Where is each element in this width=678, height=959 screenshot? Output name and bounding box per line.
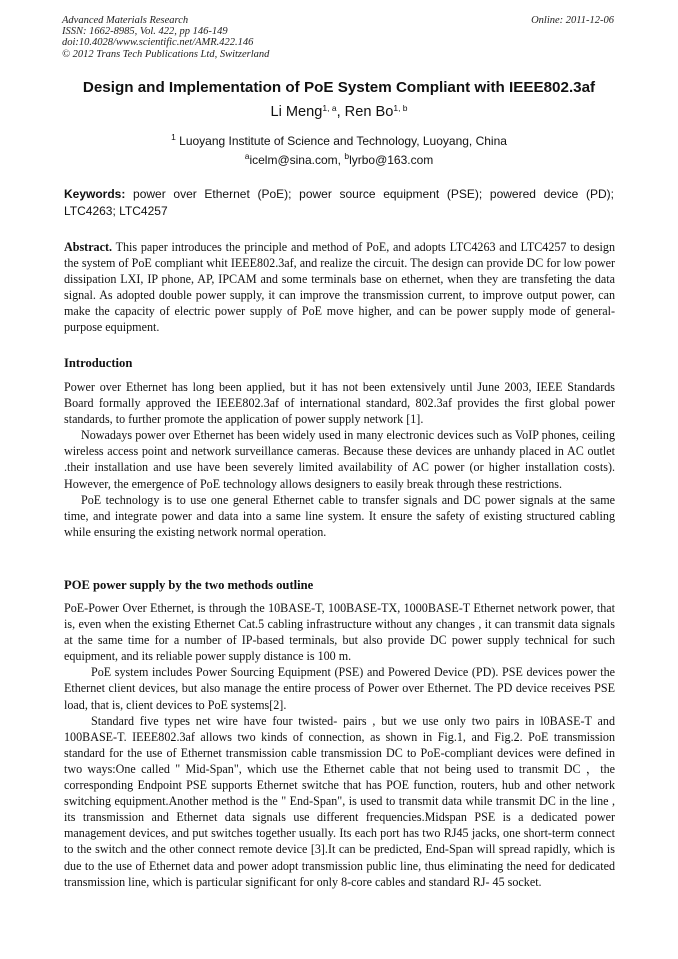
online-date: Online: 2011-12-06 [531, 15, 614, 26]
journal-copyright: © 2012 Trans Tech Publications Ltd, Switzerland [62, 48, 270, 60]
author-emails [0, 153, 678, 167]
affiliation-text: Luoyang Institute of Science and Technology, Luoyang, China [179, 134, 507, 148]
poe-paragraph-3: Standard five types net wire have four twisted- pairs , but we use only two pairs in l0BASE-T and 100BASE-T. IEEE802.3af allows two kinds of connection, as shown in Fig.1, and Fig.2. PoE transmission standard for the use of Ethernet transmission cable transmission DC to PoE-compliant devices were defined in two ways:One called " Mid-Span", which use the Ethernet cable that not being used to transmit DC ，the corresponding Endpoint PSE supports Ethernet switche that has POE function, routers, hub and other network switching equipment.Another method is the " End-Span", is used to transmit data while transmit DC in the line , its transmission and Ethernet data signals use different frequencies.Midspan PSE is a dedicated power management devices, and put switches together usually. Its each port has two RJ45 jacks, one short-term connect to the switch and the other connect remote device [3].It can be predicted, End-Span will spread rapidly, which is due to the use of Ethernet data and power adopt transmission public line, thus eliminating the need for dedicated transmission line, which is particular significant for only 8-core cables and standard RJ- 45 socket. [64, 713, 615, 889]
author-1-affiliation-mark: 1, a [322, 103, 337, 113]
introduction-heading: Introduction [64, 356, 133, 370]
poe-section-heading: POE power supply by the two methods outline [64, 578, 314, 592]
intro-paragraph-1: Power over Ethernet has long been applied, but it has not been extensively until June 2003, IEEE Standards Board formally approved the IEEE802.3af of international standard, 802.3af provides the first global power standards, to further promote the application of power supply network [1]. [64, 380, 615, 427]
poe-section-body [64, 600, 615, 890]
abstract [64, 239, 615, 336]
author-2-affiliation-mark: 1, b [393, 103, 408, 113]
keywords-label: Keywords: [64, 187, 126, 201]
intro-paragraph-3: PoE technology is to use one general Ethernet cable to transfer signals and DC power signals at the same time, and integrate power and data into a same line system. It ensure the safety of existing structured cabling while ensuring the existing network normal operation. [64, 492, 615, 539]
author-2-name: Ren Bo [344, 104, 394, 120]
introduction-body [64, 379, 615, 540]
author-line [0, 104, 678, 120]
email-a: icelm@sina.com, [249, 153, 345, 167]
journal-doi: doi:10.4028/www.scientific.net/AMR.422.146 [62, 37, 254, 49]
journal-issn: ISSN: 1662-8985, Vol. 422, pp 146-149 [62, 26, 228, 38]
author-separator: , [336, 104, 345, 120]
journal-header [62, 15, 269, 60]
keywords [64, 186, 614, 220]
abstract-label: Abstract. [64, 240, 113, 254]
intro-paragraph-2: Nowadays power over Ethernet has been widely used in many electronic devices such as VoIP phones, ceiling wireless access point and network surveillance cameras. Because these devices are unhandy placed in AC outlet .their installation and use have been severely limited availability of AC power (or higher installation costs). However, the emergence of PoE technology allows designers to easily break through these restrictions. [64, 428, 615, 491]
keywords-text: power over Ethernet (PoE); power source equipment (PSE); powered device (PD); LTC4263; LTC4257 [64, 187, 614, 218]
paper-title: Design and Implementation of PoE System Compliant with IEEE802.3af [82, 79, 596, 96]
author-1-name: Li Meng [270, 104, 323, 120]
email-b-mark: b [344, 151, 350, 161]
affiliation [0, 134, 678, 148]
email-a-mark: a [244, 151, 250, 161]
affiliation-mark: 1 [171, 132, 176, 142]
email-b: lyrbo@163.com [349, 153, 434, 167]
poe-paragraph-2: PoE system includes Power Sourcing Equipment (PSE) and Powered Device (PD). PSE devices power the Ethernet client devices, but also manage the entire process of Power over Ethernet. The PD device receives PSE load, that is, client devices to PoE systems[2]. [64, 665, 615, 712]
journal-name: Advanced Materials Research [62, 15, 189, 26]
poe-paragraph-1: PoE-Power Over Ethernet, is through the 10BASE-T, 100BASE-TX, 1000BASE-T Ethernet network power, that is, even when the existing Ethernet Cat.5 cabling infrastructure without any changes , it can transmit data signals at the same time for a number of IP-based terminals, but also provide DC power supply technical for such equipment, and its reliable power supply distance is 100 m. [64, 601, 615, 664]
abstract-text: This paper introduces the principle and method of PoE, and adopts LTC4263 and LTC4257 to design the system of PoE compliant whit IEEE802.3af, and realize the circuit. The design can provide DC for low power dissipation LXI, IP phone, AP, IPCAM and some terminals base on ethernet, when they are transfeting the data signal. As adopted double power supply, it can improve the transmission current, to improve output power, can make the capacity of electric power supply of PoE move higher, and can be power supply mode of general-purpose equipment. [64, 240, 615, 335]
